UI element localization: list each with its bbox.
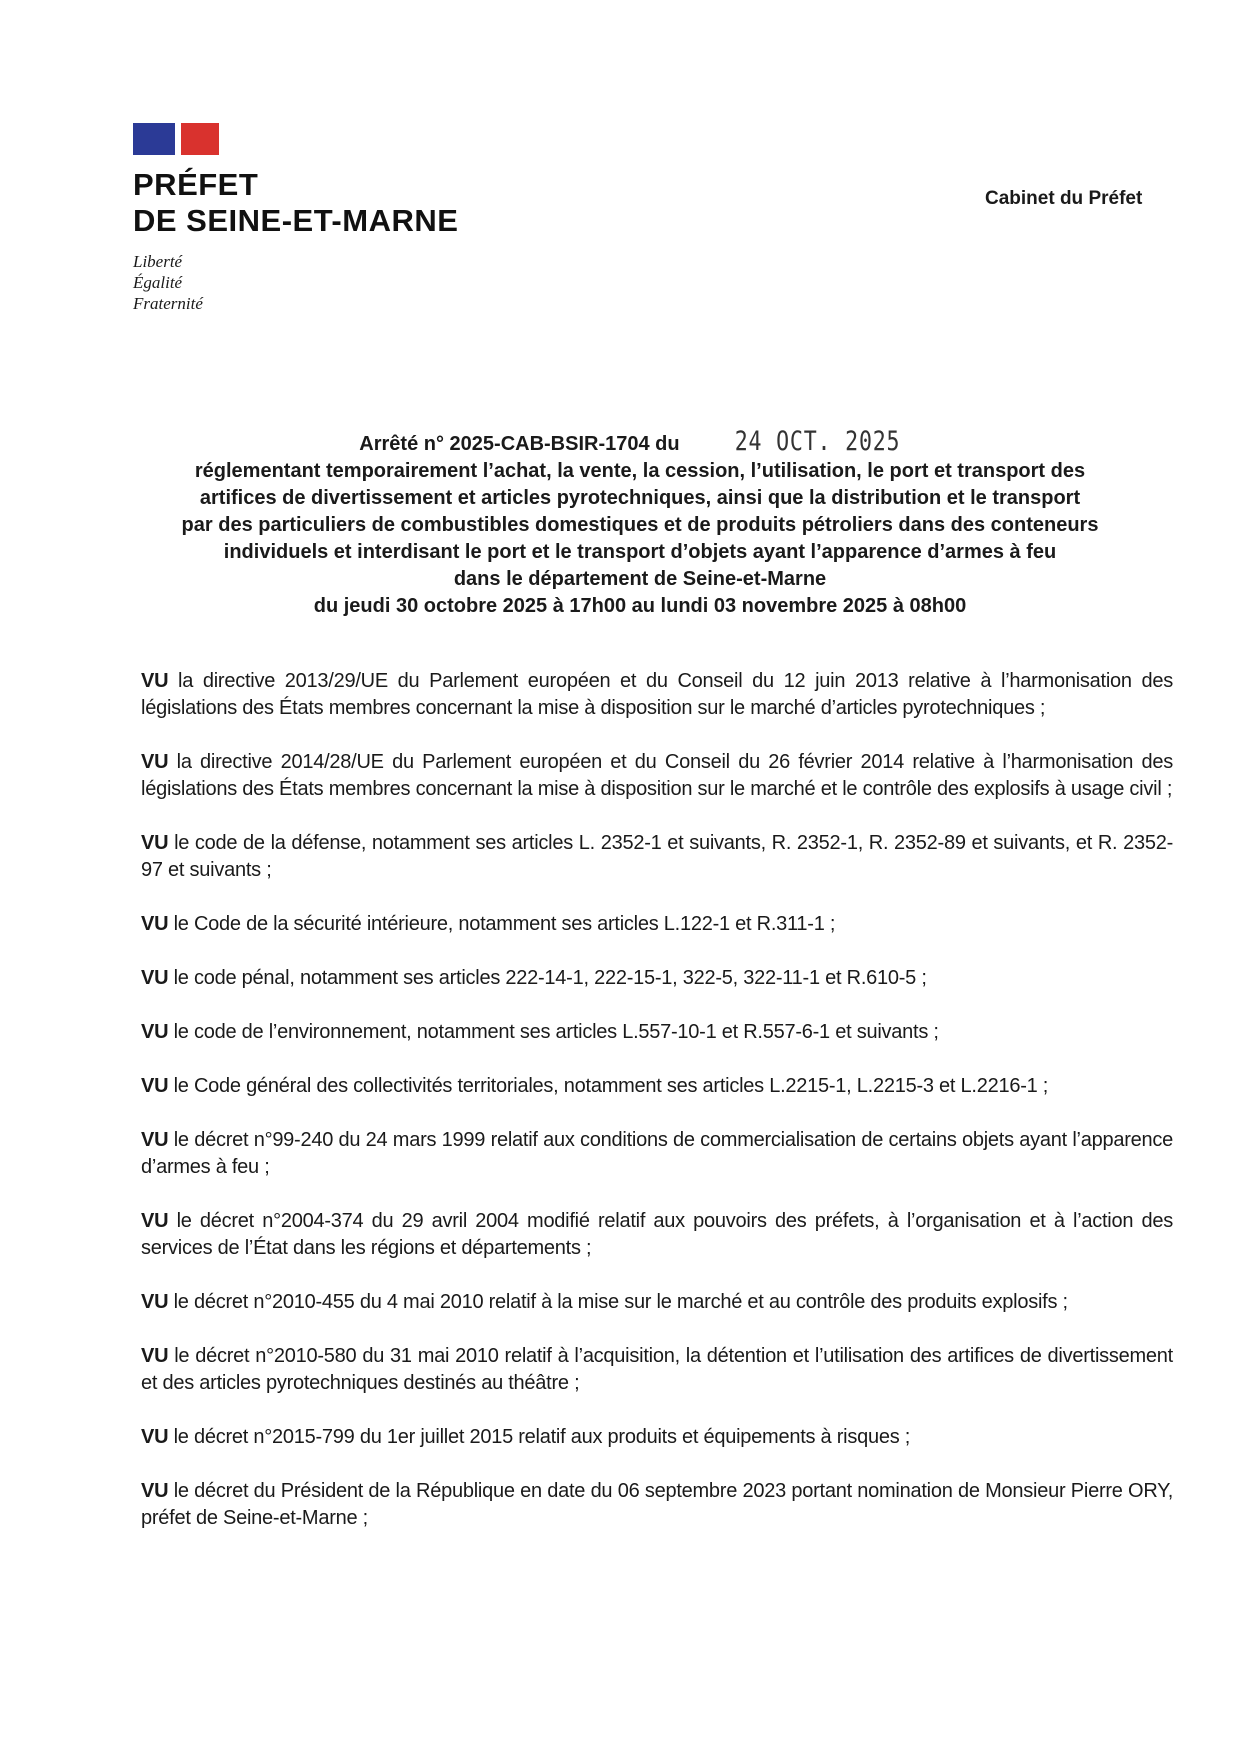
- vu-paragraph: [141, 1208, 1173, 1262]
- vu-text: le code de l’environnement, notamment ses articles L.557-10-1 et R.557-6-1 et suivants ;: [173, 1021, 939, 1043]
- vu-text: le code de la défense, notamment ses articles L. 2352-1 et suivants, R. 2352-1, R. 2352-89 et suivants, et R. 2352-97 et suivants ;: [141, 832, 1174, 881]
- motto-egalite: Égalité: [133, 273, 183, 292]
- vu-label: VU: [141, 670, 169, 692]
- service-name: Cabinet du Préfet: [985, 188, 1143, 209]
- vu-label: VU: [141, 1291, 169, 1313]
- decree-number-line: [120, 428, 1160, 458]
- prefecture-name-line2: DE SEINE-ET-MARNE: [133, 203, 459, 238]
- vu-text: la directive 2014/28/UE du Parlement européen et du Conseil du 26 février 2014 relative à l’harmonisation des législations des États membres concernant la mise à disposition sur le marché et le contrôle des explosifs à usage civil ;: [141, 751, 1173, 800]
- vu-text: la directive 2013/29/UE du Parlement européen et du Conseil du 12 juin 2013 relative à l’harmonisation des législations des États membres concernant la mise à disposition sur le marché d’articles pyrotechniques ;: [141, 670, 1173, 719]
- vu-paragraph: [141, 1478, 1173, 1532]
- motto-fraternite: Fraternité: [133, 294, 203, 313]
- marianne-flag-icon: [133, 123, 458, 155]
- vu-paragraph: [141, 1127, 1173, 1181]
- vu-paragraph: [141, 1343, 1173, 1397]
- decree-title: [120, 428, 1160, 620]
- vu-paragraph: [141, 749, 1173, 803]
- title-line: dans le département de Seine-et-Marne: [453, 568, 827, 590]
- vu-label: VU: [141, 1426, 169, 1448]
- prefecture-name-line1: PRÉFET: [133, 167, 259, 202]
- vu-text: le décret n°2004-374 du 29 avril 2004 modifié relatif aux pouvoirs des préfets, à l’organisation et à l’action des services de l’État dans les régions et départements ;: [141, 1210, 1173, 1259]
- date-stamp: 24 OCT. 2025: [734, 426, 900, 457]
- vu-label: VU: [141, 1075, 169, 1097]
- title-period: du jeudi 30 octobre 2025 à 17h00 au lundi 03 novembre 2025 à 08h00: [313, 595, 967, 617]
- title-line: individuels et interdisant le port et le transport d’objets ayant l’apparence d’armes à feu: [223, 541, 1057, 563]
- vu-paragraph: [141, 1019, 1173, 1046]
- vu-label: VU: [141, 1480, 169, 1502]
- vu-text: le Code de la sécurité intérieure, notamment ses articles L.122-1 et R.311-1 ;: [173, 913, 836, 935]
- vu-label: VU: [141, 1345, 169, 1367]
- vu-text: le décret n°2010-455 du 4 mai 2010 relatif à la mise sur le marché et au contrôle des produits explosifs ;: [173, 1291, 1068, 1313]
- vu-label: VU: [141, 967, 169, 989]
- vu-text: le décret du Président de la République en date du 06 septembre 2023 portant nomination de Monsieur Pierre ORY, préfet de Seine-et-Marne ;: [141, 1480, 1174, 1529]
- vu-label: VU: [141, 913, 169, 935]
- motto: [133, 251, 458, 314]
- vu-label: VU: [141, 832, 169, 854]
- vu-label: VU: [141, 1210, 169, 1232]
- vu-text: le Code général des collectivités territoriales, notamment ses articles L.2215-1, L.2215-3 et L.2216-1 ;: [173, 1075, 1049, 1097]
- decree-number: Arrêté n° 2025-CAB-BSIR-1704 du: [359, 433, 680, 455]
- vu-paragraph: [141, 830, 1173, 884]
- vu-paragraph: [141, 965, 1173, 992]
- vu-text: le décret n°99-240 du 24 mars 1999 relatif aux conditions de commercialisation de certains objets ayant l’apparence d’armes à feu ;: [141, 1129, 1173, 1178]
- vu-paragraph: [141, 1073, 1173, 1100]
- title-line: artifices de divertissement et articles pyrotechniques, ainsi que la distribution et le transport: [199, 487, 1081, 509]
- motto-liberte: Liberté: [133, 252, 183, 271]
- prefecture-logo: [133, 123, 458, 314]
- vu-label: VU: [141, 1021, 169, 1043]
- vu-paragraph: [141, 911, 1173, 938]
- vu-text: le code pénal, notamment ses articles 222-14-1, 222-15-1, 322-5, 322-11-1 et R.610-5 ;: [173, 967, 927, 989]
- vu-text: le décret n°2015-799 du 1er juillet 2015 relatif aux produits et équipements à risques ;: [173, 1426, 911, 1448]
- vu-label: VU: [141, 751, 169, 773]
- vu-paragraph: [141, 668, 1173, 722]
- vu-label: VU: [141, 1129, 169, 1151]
- vu-paragraph: [141, 1289, 1173, 1316]
- title-line: par des particuliers de combustibles domestiques et de produits pétroliers dans des conteneurs: [181, 514, 1099, 536]
- legal-basis-list: [141, 668, 1173, 1559]
- vu-text: le décret n°2010-580 du 31 mai 2010 relatif à l’acquisition, la détention et l’utilisation des artifices de divertissement et des articles pyrotechniques destinés au théâtre ;: [141, 1345, 1173, 1394]
- vu-paragraph: [141, 1424, 1173, 1451]
- prefecture-name: [133, 167, 458, 239]
- title-line: réglementant temporairement l’achat, la vente, la cession, l’utilisation, le port et transport des: [194, 460, 1086, 482]
